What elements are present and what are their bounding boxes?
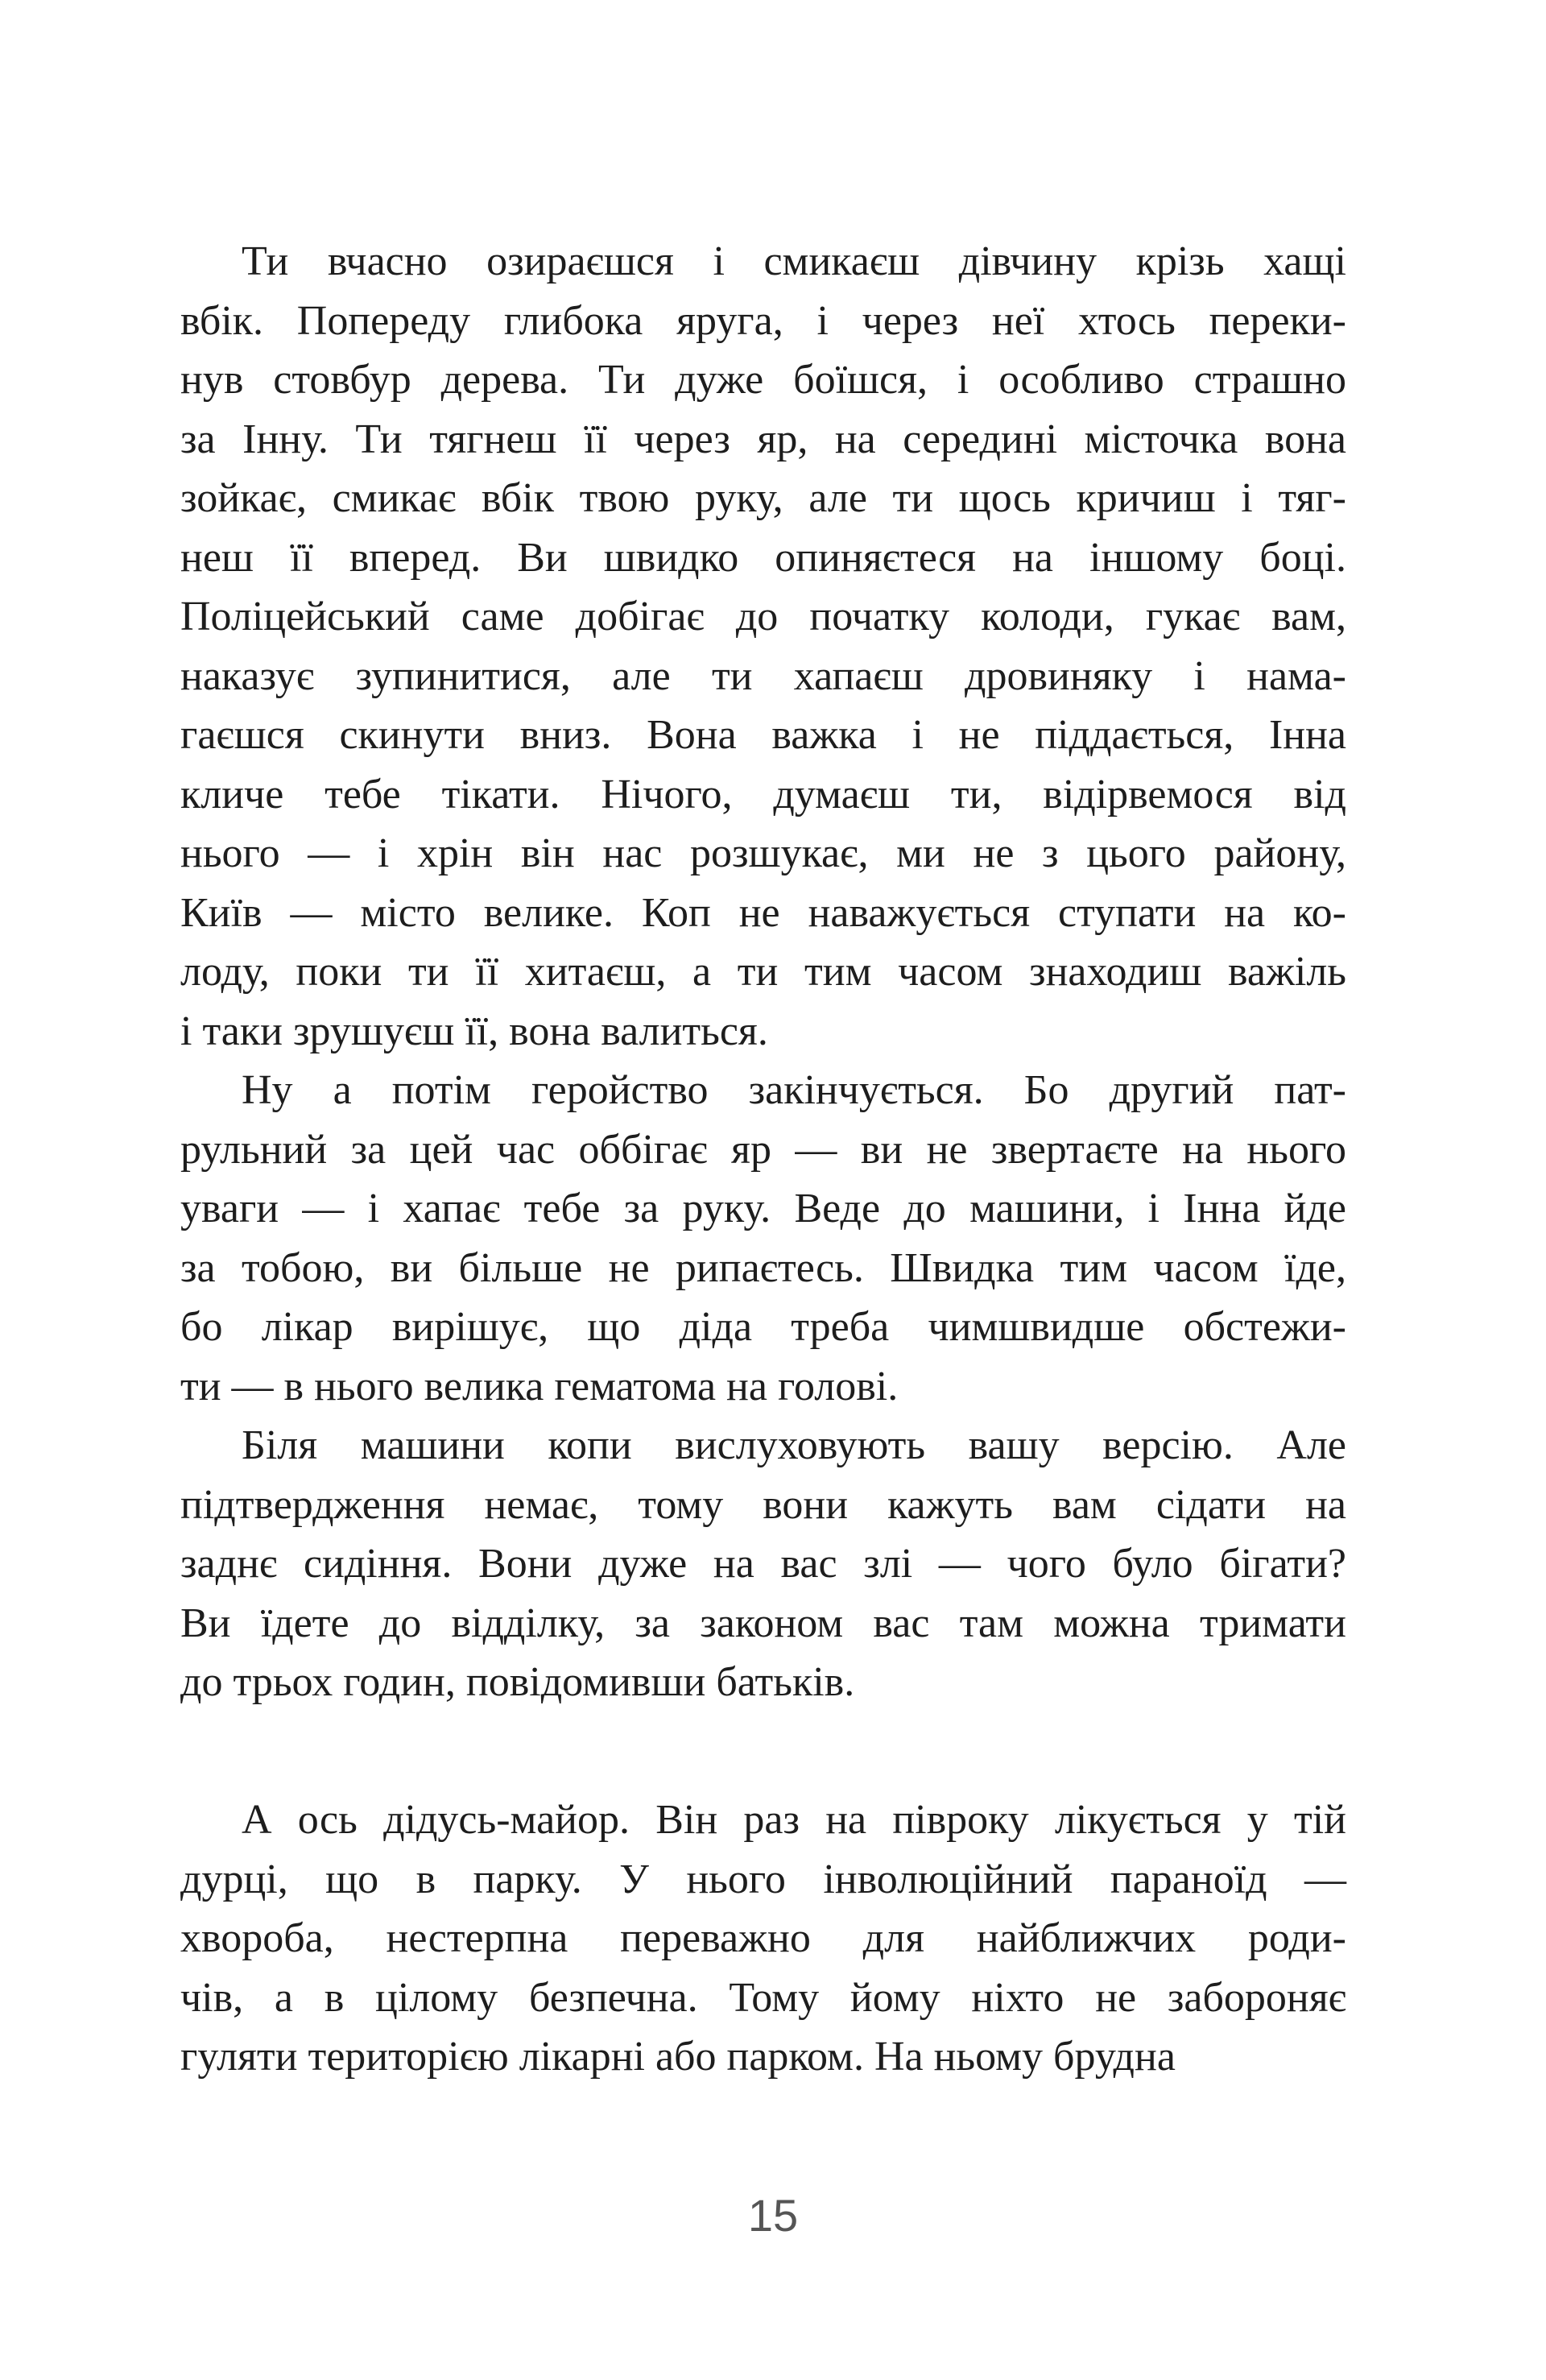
text-line: Ну а потім геройство закінчується. Бо другий пат- [242,1067,1346,1113]
text-line: чів, а в цілому безпечна. Тому йому ніхто не забороняє [180,1974,1346,2021]
text-line: гуляти територією лікарні або парком. На ньому брудна [180,2034,1176,2080]
text-line: рульний за цей час оббігає яр — ви не звертаєте на нього [180,1126,1346,1173]
text-line: дурці, що в парку. У нього інволюційний параноїд — [180,1856,1346,1902]
text-line: підтвердження немає, тому вони кажуть вам сідати на [180,1481,1346,1528]
paragraph [180,1061,1346,1416]
body-text-section-1 [180,232,1346,1712]
text-line: наказує зупинитися, але ти хапаєш дровиняку і нама- [180,652,1346,699]
text-line: Ти вчасно озираєшся і смикаєш дівчину крізь хащі [242,238,1346,284]
text-line: і таки зрушуєш її, вона валиться. [180,1008,768,1054]
text-line: нув стовбур дерева. Ти дуже боїшся, і особливо страшно [180,357,1346,403]
text-line: вбік. Попереду глибока яруга, і через неї хтось переки- [180,297,1346,344]
paragraph [180,1790,1346,2087]
text-line: ти — в нього велика гематома на голові. [180,1363,899,1409]
text-line: гаєшся скинути вниз. Вона важка і не піддається, Інна [180,712,1346,758]
page-number: 15 [747,2190,799,2241]
text-line: за тобою, ви більше не рипаєтесь. Швидка тим часом їде, [180,1244,1346,1291]
text-line: кличе тебе тікати. Нічого, думаєш ти, відірвемося від [180,771,1346,817]
paragraph [180,1416,1346,1712]
body-text-section-2 [180,1790,1346,2087]
text-line: уваги — і хапає тебе за руку. Веде до машини, і Інна йде [180,1186,1346,1231]
paragraph [180,232,1346,1061]
text-line: А ось дідусь-майор. Він раз на півроку лікується у тій [242,1797,1346,1843]
text-line: лоду, поки ти її хитаєш, а ти тим часом знаходиш важіль [180,949,1346,995]
text-line: зойкає, смикає вбік твою руку, але ти щось кричиш і тяг- [180,475,1346,521]
text-line: бо лікар вирішує, що діда треба чимшвидше обстежи- [180,1304,1346,1350]
text-line: Поліцейський саме добігає до початку колоди, гукає вам, [180,594,1346,639]
text-line: Ви їдете до відділку, за законом вас там можна тримати [180,1600,1346,1646]
text-line: за Інну. Ти тягнеш її через яр, на середині місточка вона [180,416,1346,462]
text-line: заднє сидіння. Вони дуже на вас злі — чого було бігати? [180,1541,1346,1587]
text-line: хвороба, нестерпна переважно для найближчих роди- [180,1915,1346,1961]
text-line: Біля машини копи вислуховують вашу версію. Але [242,1422,1346,1468]
text-line: Київ — місто велике. Коп не наважується ступати на ко- [180,889,1346,936]
text-line: нього — і хрін він нас розшукає, ми не з цього району, [180,830,1346,876]
text-line: до трьох годин, повідомивши батьків. [180,1659,855,1705]
text-line: неш її вперед. Ви швидко опиняєтеся на іншому боці. [180,534,1346,581]
